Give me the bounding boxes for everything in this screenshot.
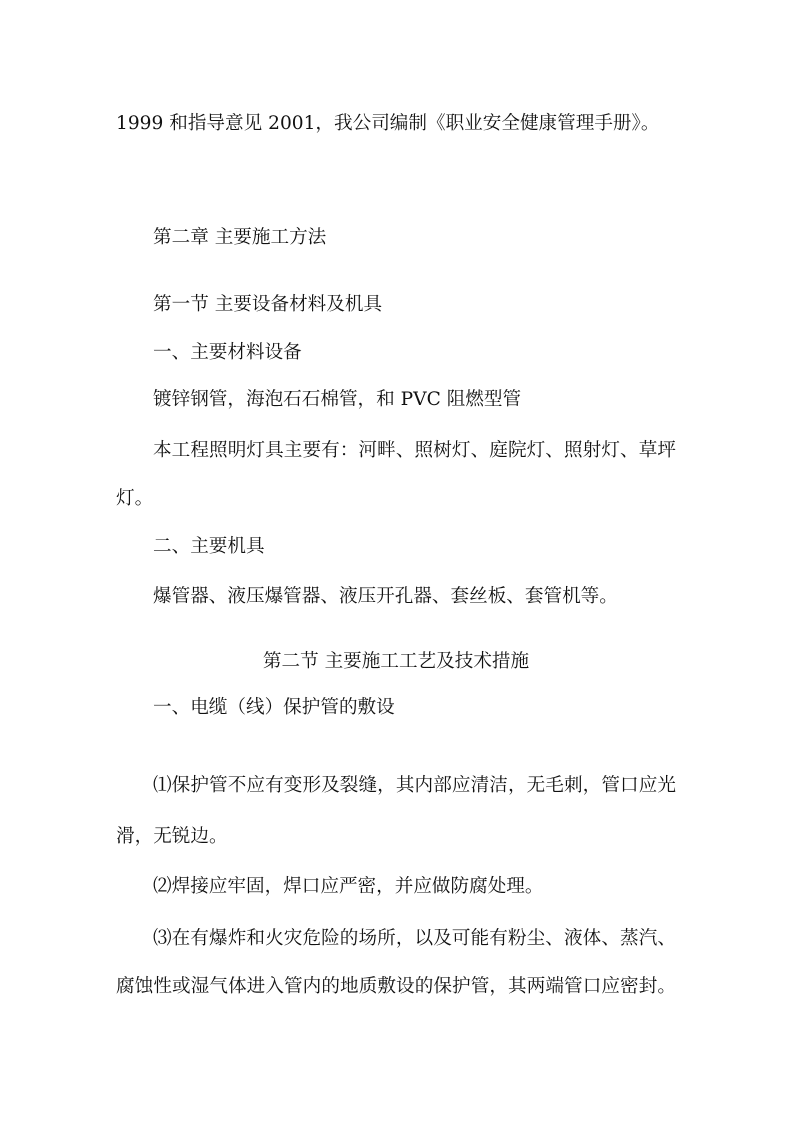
lighting-text-line-1: 本工程照明灯具主要有：河畔、照树灯、庭院灯、照射灯、草坪 — [153, 440, 676, 461]
subheading-cable-conduit: 一、电缆（线）保护管的敷设 — [153, 697, 395, 718]
subheading-materials: 一、主要材料设备 — [153, 342, 302, 363]
list-item-2: ⑵焊接应牢固，焊口应严密，并应做防腐处理。 — [153, 876, 544, 897]
list-item-3-line-2: 腐蚀性或湿气体进入管内的地质敷设的保护管，其两端管口应密封。 — [116, 976, 676, 997]
intro-text-line: 1999 和指导意见 2001，我公司编制《职业安全健康管理手册》。 — [116, 113, 660, 134]
list-item-3-line-1: ⑶在有爆炸和火灾危险的场所，以及可能有粉尘、液体、蒸汽、 — [153, 928, 676, 949]
tools-text: 爆管器、液压爆管器、液压开孔器、套丝板、套管机等。 — [153, 586, 618, 607]
section-heading-1: 第一节 主要设备材料及机具 — [153, 294, 383, 315]
section-heading-2: 第二节 主要施工工艺及技术措施 — [262, 651, 530, 672]
materials-text: 镀锌钢管，海泡石石棉管，和 PVC 阻燃型管 — [153, 389, 522, 410]
lighting-text-line-2: 灯。 — [116, 488, 154, 509]
chapter-heading: 第二章 主要施工方法 — [153, 227, 327, 248]
subheading-tools: 二、主要机具 — [153, 536, 265, 557]
list-item-1-line-1: ⑴保护管不应有变形及裂缝，其内部应清洁，无毛刺，管口应光 — [153, 775, 676, 796]
list-item-1-line-2: 滑，无锐边。 — [116, 826, 228, 847]
